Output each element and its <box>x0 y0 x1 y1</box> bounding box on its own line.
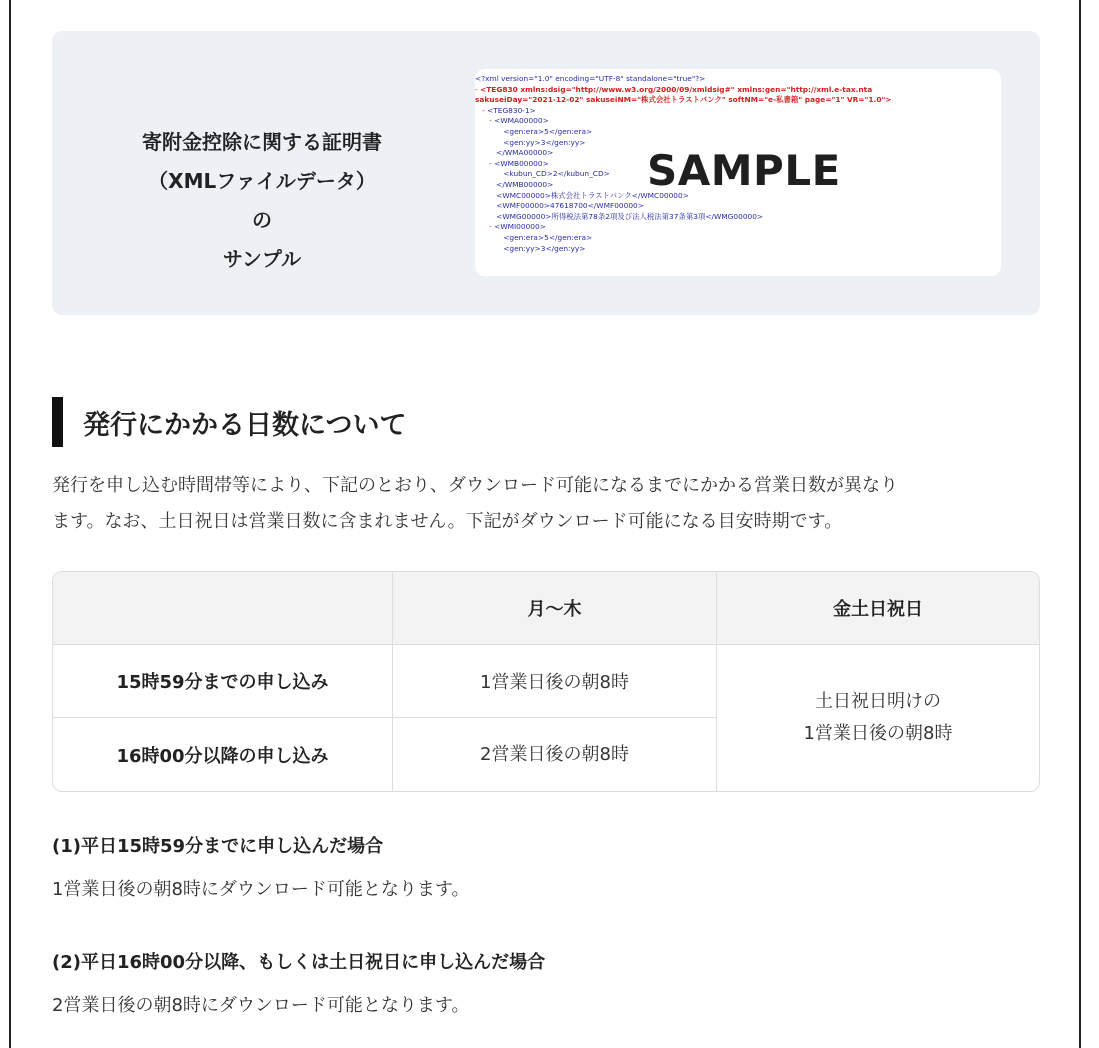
intro-line: 発行を申し込む時間帯等により、下記のとおり、ダウンロード可能になるまでにかかる営業日数が異なり <box>52 475 898 496</box>
xml-code-line: <kubun_CD>2</kubun_CD> <box>503 169 610 179</box>
xml-code-line: - <TEG830-1> <box>475 105 536 115</box>
xml-code-line: sakuseiDay="2021-12-02" sakuseiNM="株式会社トラストバンク" softNM="e-私書箱" page="1" VR="1.0"> <box>475 95 892 105</box>
sample-caption-line: （XMLファイルデータ）の <box>148 169 376 232</box>
sample-caption-line: サンプル <box>222 247 302 271</box>
xml-code-line: - <WMI00000> <box>475 222 546 232</box>
column-header-weekday: 月〜木 <box>392 572 716 645</box>
xml-code-line: <WMF00000>47618700</WMF00000> <box>496 201 644 211</box>
cell-weekend-merged <box>716 645 1039 791</box>
xml-code-line: <gen:era>5</gen:era> <box>503 232 593 242</box>
case-1-title: (1)平日15時59分までに申し込んだ場合 <box>52 836 384 857</box>
xml-sample-panel <box>52 31 1040 315</box>
xml-code-line: - <WMB00000> <box>475 158 549 168</box>
xml-code-line: - <WMA00000> <box>475 116 549 126</box>
xml-code-line: <WMG00000>所得税法第78条2項及び法人税法第37条第3項</WMG00000> <box>496 211 764 221</box>
column-header-weekend: 金土日祝日 <box>716 572 1039 645</box>
issuance-days-table <box>52 571 1040 792</box>
cell-weekday-before-1559: 1営業日後の朝8時 <box>392 645 716 718</box>
sample-caption <box>142 123 382 279</box>
row-header-after-1600: 16時00分以降の申し込み <box>116 745 329 767</box>
sample-watermark: SAMPLE <box>647 146 841 195</box>
heading-accent-bar <box>52 397 63 447</box>
row-header-before-1559: 15時59分までの申し込み <box>53 645 392 718</box>
xml-sample-image <box>475 69 1001 276</box>
case-2-title: (2)平日16時00分以降、もしくは土日祝日に申し込んだ場合 <box>52 952 546 973</box>
xml-code-line: <gen:yy>3</gen:yy> <box>503 137 586 147</box>
xml-code-line: </WMB00000> <box>496 179 554 189</box>
sample-caption-line: 寄附金控除に関する証明書 <box>142 130 382 154</box>
cell-weekday-after-1600: 2営業日後の朝8時 <box>392 718 716 791</box>
xml-code-line: <gen:yy>3</gen:yy> <box>503 243 586 253</box>
intro-line: ます。なお、土日祝日は営業日数に含まれません。下記がダウンロード可能になる目安時期です。 <box>52 511 843 532</box>
weekend-cell-line: 1営業日後の朝8時 <box>803 723 953 744</box>
table-corner-cell <box>53 572 392 645</box>
section-intro <box>52 468 1052 540</box>
xml-code-line: - <TEG830 xmlns:dsig="http://www.w3.org/2000/09/xmldsig#" xmlns:gen="http://xml.e-tax.nta <box>475 84 873 94</box>
case-1-body: 1営業日後の朝8時にダウンロード可能となります。 <box>52 879 470 900</box>
weekend-cell-line: 土日祝日明けの <box>815 691 941 712</box>
section-title: 発行にかかる日数について <box>83 409 407 441</box>
xml-code-line: <WMC00000>株式会社トラストバンク</WMC00000> <box>496 190 689 200</box>
xml-code-line: <gen:era>5</gen:era> <box>503 126 593 136</box>
xml-code-line: <?xml version="1.0" encoding="UTF-8" standalone="true"?> <box>475 74 706 83</box>
section-heading <box>52 397 406 447</box>
xml-code-line: </WMA00000> <box>496 148 554 158</box>
case-2-body: 2営業日後の朝8時にダウンロード可能となります。 <box>52 995 470 1016</box>
